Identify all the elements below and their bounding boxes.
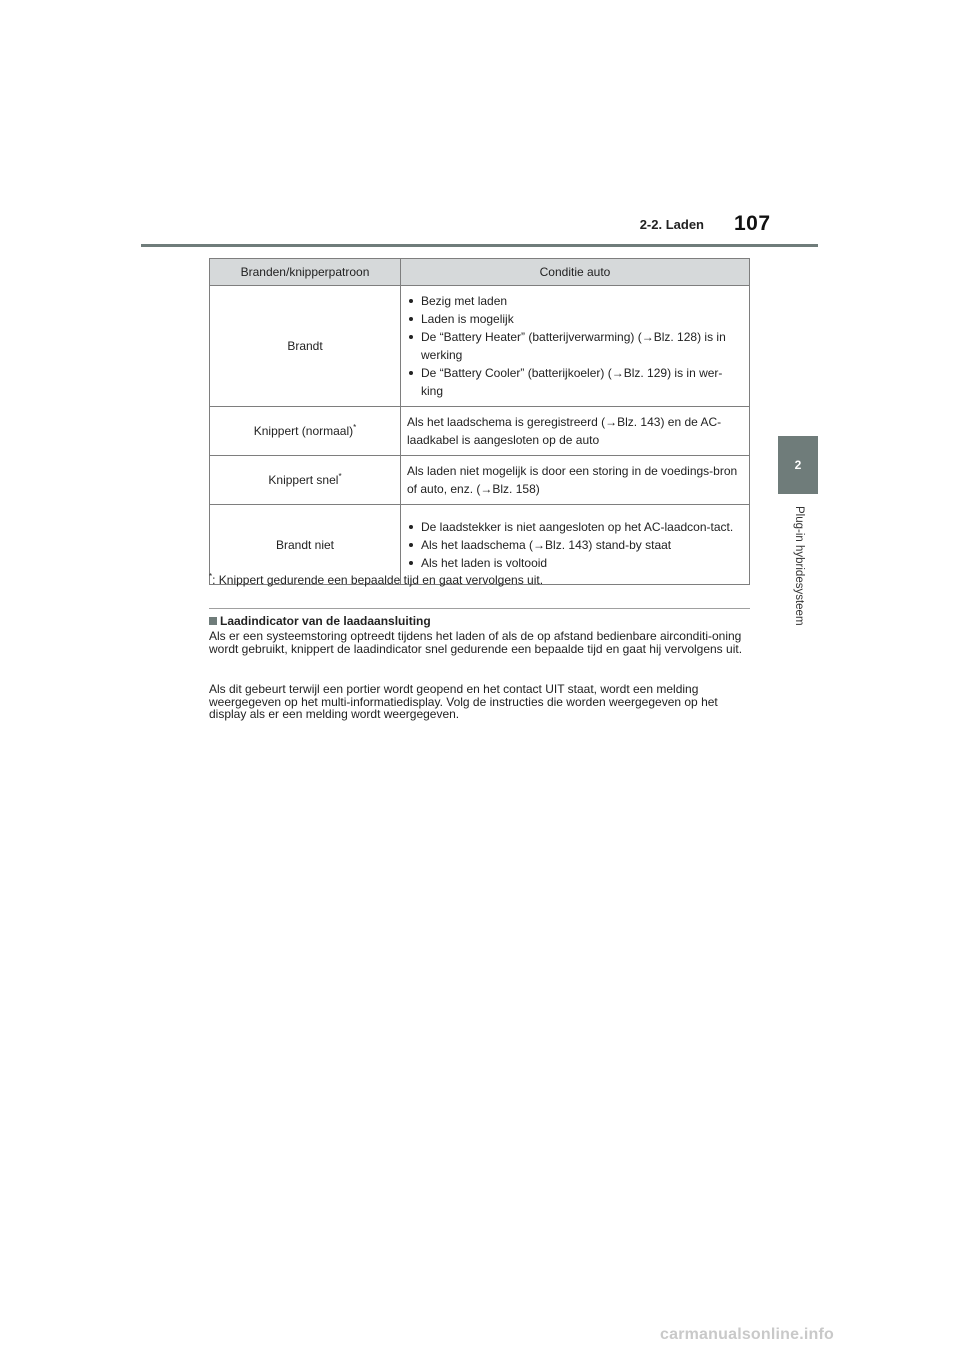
footnote-marker: *	[338, 472, 342, 481]
section-heading	[209, 614, 750, 628]
table-row	[210, 286, 750, 407]
column-header-condition: Conditie auto	[401, 259, 750, 286]
pattern-label: Knippert snel	[268, 473, 339, 487]
pattern-cell	[210, 407, 401, 456]
list-item: De “Battery Heater” (batterijverwarming) (→Blz. 128) is in werking	[407, 328, 743, 364]
footnote-text: : Knippert gedurende een bepaalde tijd en gaat vervolgens uit.	[212, 573, 544, 587]
section-heading-text: Laadindicator van de laadaansluiting	[220, 614, 431, 628]
condition-cell	[401, 286, 750, 407]
chapter-title: Plug-in hybridesysteem	[793, 506, 805, 626]
footnote-marker: *	[353, 423, 357, 432]
page-number: 107	[734, 212, 771, 235]
list-item: De laadstekker is niet aangesloten op het AC-laadcon-tact.	[407, 518, 743, 536]
table-header-row	[210, 259, 750, 286]
table-row	[210, 456, 750, 505]
condition-cell: Als het laadschema is geregistreerd (→Blz. 143) en de AC-laadkabel is aangesloten op de auto	[401, 407, 750, 456]
square-bullet-icon	[209, 617, 217, 625]
condition-cell: Als laden niet mogelijk is door een storing in de voedings-bron of auto, enz. (→Blz. 158)	[401, 456, 750, 505]
column-header-pattern: Branden/knipperpatroon	[210, 259, 401, 286]
condition-list	[407, 292, 743, 400]
pattern-label: Brandt	[287, 339, 323, 353]
table-row	[210, 407, 750, 456]
header-divider	[141, 244, 818, 247]
pattern-cell	[210, 456, 401, 505]
condition-list	[407, 518, 743, 572]
pattern-label: Knippert (normaal)	[253, 424, 354, 438]
watermark: carmanualsonline.info	[660, 1326, 835, 1343]
footnote-marker: *	[209, 572, 213, 581]
chapter-tab: 2	[778, 436, 818, 494]
pattern-cell	[210, 286, 401, 407]
indicator-status-table	[209, 258, 750, 585]
table-footnote	[209, 573, 750, 587]
list-item: Bezig met laden	[407, 292, 743, 310]
pattern-label: Brandt niet	[275, 537, 335, 552]
section-title: 2-2. Laden	[639, 217, 704, 232]
list-item: Laden is mogelijk	[407, 310, 743, 328]
list-item: Als het laadschema (→Blz. 143) stand-by staat	[407, 536, 743, 554]
section-divider	[209, 608, 750, 609]
body-paragraph: Als er een systeemstoring optreedt tijdens het laden of als de op afstand bedienbare airconditi-oning wordt gebruikt, knippert de laadindicator snel gedurende een bepaalde tijd en gaat hij vervolgens uit.	[209, 629, 743, 656]
list-item: De “Battery Cooler” (batterijkoeler) (→Blz. 129) is in wer-king	[407, 364, 743, 400]
list-item: Als het laden is voltooid	[407, 554, 743, 572]
body-paragraph: Als dit gebeurt terwijl een portier wordt geopend en het contact UIT staat, wordt een melding weergegeven op het multi-informatiedisplay. Volg de instructies die worden weergegeven op het display als er een melding wordt weergegeven.	[209, 682, 718, 722]
